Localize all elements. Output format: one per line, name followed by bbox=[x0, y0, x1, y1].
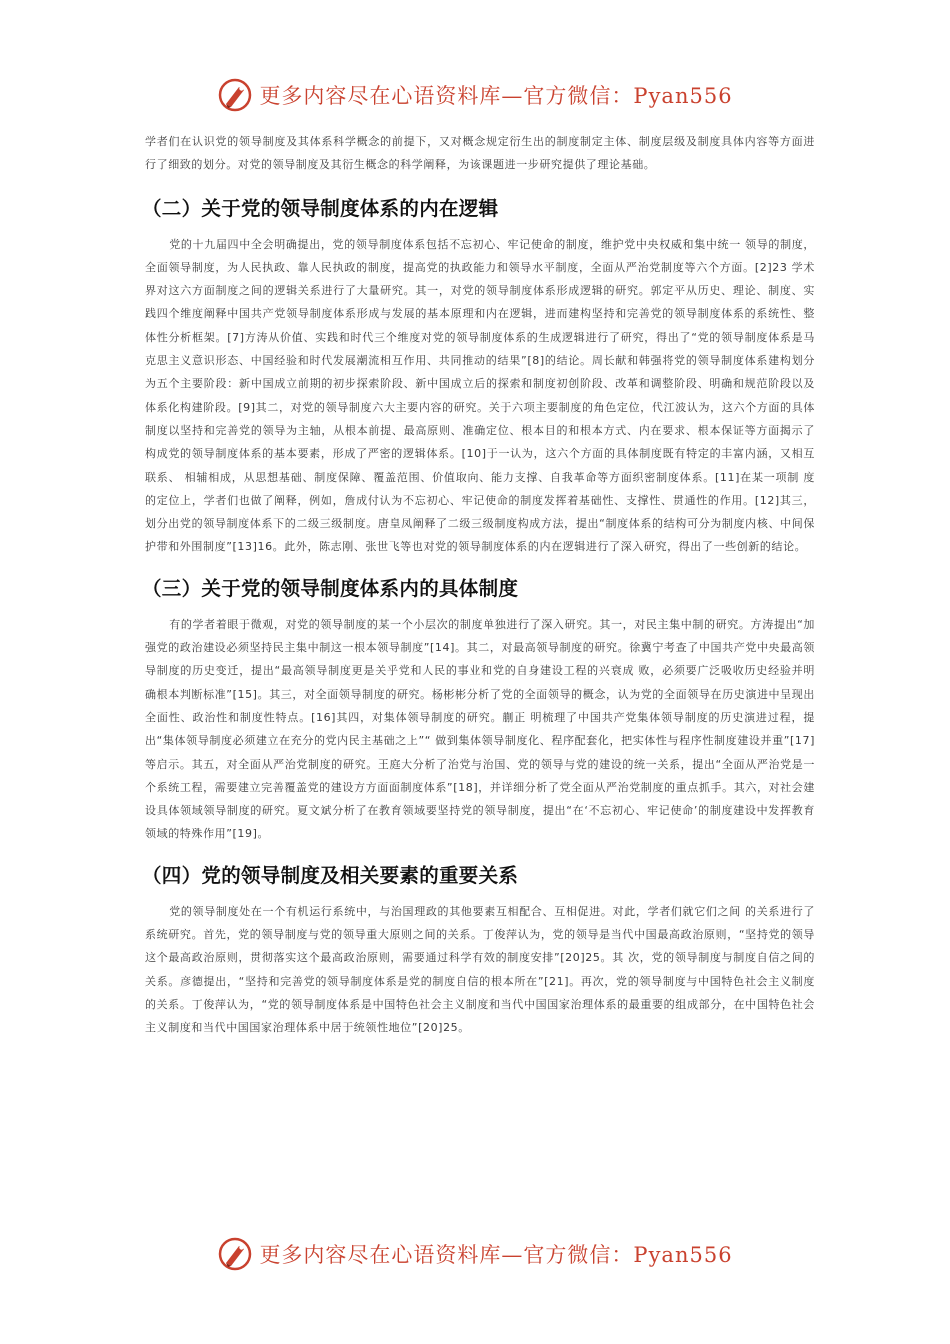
pen-logo-icon bbox=[217, 77, 253, 113]
pen-logo-icon bbox=[217, 1236, 253, 1272]
intro-paragraph: 学者们在认识党的领导制度及其体系科学概念的前提下，又对概念规定衍生出的制度制定主体、制度层级及制度具体内容等方面进行了细致的划分。对党的领导制度及其衍生概念的科学阐释，为该课题进一步研究提供了理论基础。 bbox=[145, 135, 815, 172]
section-heading-4: （四）党的领导制度及相关要素的重要关系 bbox=[142, 863, 519, 887]
section-heading-2: （二）关于党的领导制度体系的内在逻辑 bbox=[142, 196, 499, 220]
section-paragraph-4: 党的领导制度处在一个有机运行系统中，与治国理政的其他要素互相配合、互相促进。对此，学者们就它们之间 的关系进行了系统研究。首先，党的领导制度与党的领导重大原则之间的关系。丁俊萍认为，党的领导是当代中国最高政治原则，“坚持党的领导这个最高政治原则，贯彻落实这个最高政治原则，需要通过科学有效的制度安排”[20]25。其 次，党的领导制度与制度自信之间的关系。彦德提出，“坚持和完善党的领导制度体系是党的制度自信的根本所在”[21]。再次，党的领导制度与中国特色社会主义制度的关系。丁俊萍认为，“党的领导制度体系是中国特色社会主义制度和当代中国国家治理体系的最重要的组成部分，在中国特色社会主义制度和当代中国国家治理体系中居于统领性地位”[20]25。 bbox=[145, 904, 815, 1035]
banner-text: 更多内容尽在心语资料库—官方微信：Pyan556 bbox=[259, 1243, 733, 1267]
section-heading-3: （三）关于党的领导制度体系内的具体制度 bbox=[142, 576, 519, 600]
section-paragraph-3: 有的学者着眼于微观，对党的领导制度的某一个小层次的制度单独进行了深入研究。其一，对民主集中制的研究。方涛提出“加强党的政治建设必须坚持民主集中制这一根本领导制度”[14]。其二，对最高领导制度的研究。徐冀宁考查了中国共产党中央最高领导制度的历史变迁，提出“最高领导制度更是关乎党和人民的事业和党的自身建设工程的兴衰成 败，必须要广泛吸收历史经验并明确根本判断标准”[15]。其三，对全面领导制度的研究。杨彬彬分析了党的全面领导的概念，认为党的全面领导在历史演进中呈现出全面性、政治性和制度性特点。[16]其四，对集体领导制度的研究。蒯正 明梳理了中国共产党集体领导制度的历史演进过程，提出“集体领导制度必须建立在充分的党内民主基础之上”“ 做到集体领导制度化、程序配套化，把实体性与程序性制度建设并重”[17]等启示。其五，对全面从严治党制度的研究。王庭大分析了治党与治国、党的领导与党的建设的统一关系，提出“全面从严治党是一个系统工程，需要建立完善覆盖党的建设方方面面制度体系”[18]，并详细分析了党全面从严治党制度的重点抓手。其六，对社会建设具体领域领导制度的研究。夏文斌分析了在教育领域要坚持党的领导制度，提出“在‘不忘初心、牢记使命’的制度建设中发挥教育领域的特殊作用”[19]。 bbox=[145, 617, 815, 841]
section-paragraph-2: 党的十九届四中全会明确提出，党的领导制度体系包括不忘初心、牢记使命的制度，维护党中央权威和集中统一 领导的制度，全面领导制度，为人民执政、靠人民执政的制度，提高党的执政能力和领导水平制度，全面从严治党制度等六个方面。[2]23 学术界对这六方面制度之间的逻辑关系进行了大量研究。其一，对党的领导制度体系形成逻辑的研究。郭定平从历史、理论、制度、实践四个维度阐释中国共产党领导制度体系形成与发展的基本原理和内在逻辑，进而建构坚持和完善党的领导制度体系的系统性、整体性分析框架。[7]方涛从价值、实践和时代三个维度对党的领导制度体系的生成逻辑进行了研究，得出了“党的领导制度体系是马克思主义意识形态、中国经验和时代发展潮流相互作用、共同推动的结果”[8]的结论。周长献和韩强将党的领导制度体系建构划分为五个主要阶段：新中国成立前期的初步探索阶段、新中国成立后的探索和制度初创阶段、改革和调整阶段、明确和规范阶段以及体系化构建阶段。[9]其二，对党的领导制度六大主要内容的研究。关于六项主要制度的角色定位，代江波认为，这六个方面的具体制度以坚持和完善党的领导为主轴，从根本前提、最高原则、准确定位、根本目的和根本方式、内在要求、根本保证等方面揭示了构成党的领导制度体系的基本要素，形成了严密的逻辑体系。[10]于⼀认为，这六个方面的具体制度既有特定的丰富内涵，又相互联系、 相辅相成，从思想基础、制度保障、覆盖范围、价值取向、能力支撑、自我革命等方面织密制度体系。[11]在某一项制 度的定位上，学者们也做了阐释，例如，詹成付认为不忘初心、牢记使命的制度发挥着基础性、支撑性、贯通性的作用。[12]其三，划分出党的领导制度体系下的二级三级制度。唐皇凤阐释了二级三级制度构成方法，提出“制度体系的结构可分为制度内核、中间保护带和外围制度”[13]16。此外，陈志刚、张世飞等也对党的领导制度体系的内在逻辑进行了深入研究，得出了一些创新的结论。 bbox=[145, 237, 815, 554]
document-body bbox=[142, 130, 815, 1040]
banner-text: 更多内容尽在心语资料库—官方微信：Pyan556 bbox=[259, 84, 733, 108]
footer-banner bbox=[0, 1232, 950, 1276]
header-banner bbox=[0, 73, 950, 117]
